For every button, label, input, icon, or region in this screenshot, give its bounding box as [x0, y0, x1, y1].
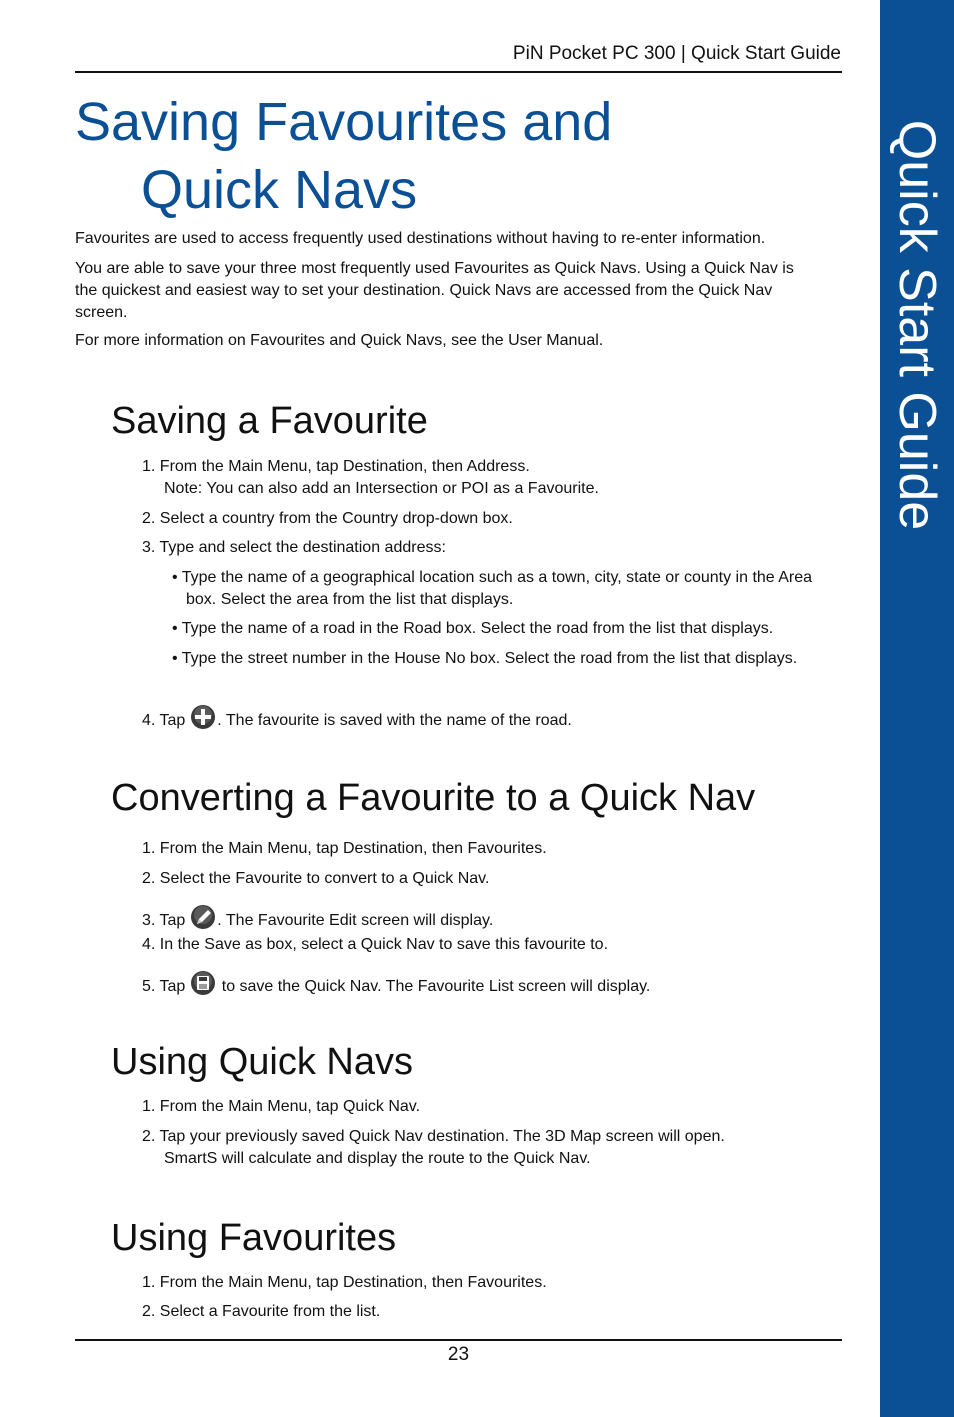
intro-paragraph-2: You are able to save your three most frequently used Favourites as Quick Navs. Using a Quick Nav is the quickest and easiest way to set your destination. Quick Navs are accessed from the Quick Nav screen.	[75, 260, 794, 321]
side-tab-label: Quick Start Guide	[888, 119, 946, 531]
step-text: . The Favourite Edit screen will display.	[217, 912, 494, 929]
page-title-line-1: Saving Favourites and	[75, 92, 613, 152]
section-heading-using-quick-navs: Using Quick Navs	[111, 1041, 413, 1083]
add-favourite-icon	[190, 704, 216, 730]
intro-paragraph-1: Favourites are used to access frequently used destinations without having to re-enter information.	[75, 230, 766, 247]
save-disk-icon	[190, 970, 216, 996]
step-item: 2. Select the Favourite to convert to a Quick Nav.	[142, 870, 490, 887]
step-text: 4. Tap	[142, 712, 186, 729]
step-item: 4. In the Save as box, select a Quick Nav to save this favourite to.	[142, 936, 609, 953]
step-item: 1. From the Main Menu, tap Destination, then Favourites.	[142, 1274, 547, 1291]
step-note: SmartS will calculate and display the route to the Quick Nav.	[164, 1150, 591, 1167]
section-heading-using-favourites: Using Favourites	[111, 1217, 397, 1259]
section-heading-saving-favourite: Saving a Favourite	[111, 400, 428, 442]
step-item	[142, 1126, 822, 1170]
step-note: Note: You can also add an Intersection or POI as a Favourite.	[164, 480, 599, 497]
step-text: to save the Quick Nav. The Favourite List screen will display.	[217, 978, 651, 995]
step-item	[142, 704, 822, 732]
header-rule	[75, 71, 842, 73]
step-text: 1. From the Main Menu, tap Destination, then Address.	[142, 458, 530, 475]
bullet-item: • Type the street number in the House No box. Select the road from the list that displays.	[172, 650, 798, 667]
page-number: 23	[447, 1344, 470, 1365]
step-text: 5. Tap	[142, 978, 186, 995]
step-text: 2. Tap your previously saved Quick Nav destination. The 3D Map screen will open.	[142, 1128, 725, 1145]
step-item	[142, 456, 822, 500]
step-text: . The favourite is saved with the name of the road.	[217, 712, 572, 729]
step-item	[142, 970, 822, 998]
step-item: 2. Select a country from the Country drop-down box.	[142, 510, 513, 527]
step-item: 2. Select a Favourite from the list.	[142, 1303, 381, 1320]
footer-rule	[75, 1339, 842, 1341]
running-header: PiN Pocket PC 300 | Quick Start Guide	[512, 43, 841, 64]
step-item: 3. Type and select the destination address:	[142, 539, 446, 556]
step-item	[142, 904, 822, 932]
page-title	[75, 88, 612, 224]
intro-paragraph-3: For more information on Favourites and Quick Navs, see the User Manual.	[75, 332, 604, 349]
edit-pencil-icon	[190, 904, 216, 930]
bullet-item: • Type the name of a geographical location such as a town, city, state or county in the Area box. Select the area from the list that displays.	[172, 569, 813, 608]
step-text: 3. Tap	[142, 912, 186, 929]
step-item: 1. From the Main Menu, tap Destination, then Favourites.	[142, 840, 547, 857]
page-title-line-2: Quick Navs	[141, 160, 418, 220]
section-heading-converting-favourite: Converting a Favourite to a Quick Nav	[111, 777, 756, 819]
bullet-item: • Type the name of a road in the Road box. Select the road from the list that displays.	[172, 620, 774, 637]
step-item: 1. From the Main Menu, tap Quick Nav.	[142, 1098, 421, 1115]
